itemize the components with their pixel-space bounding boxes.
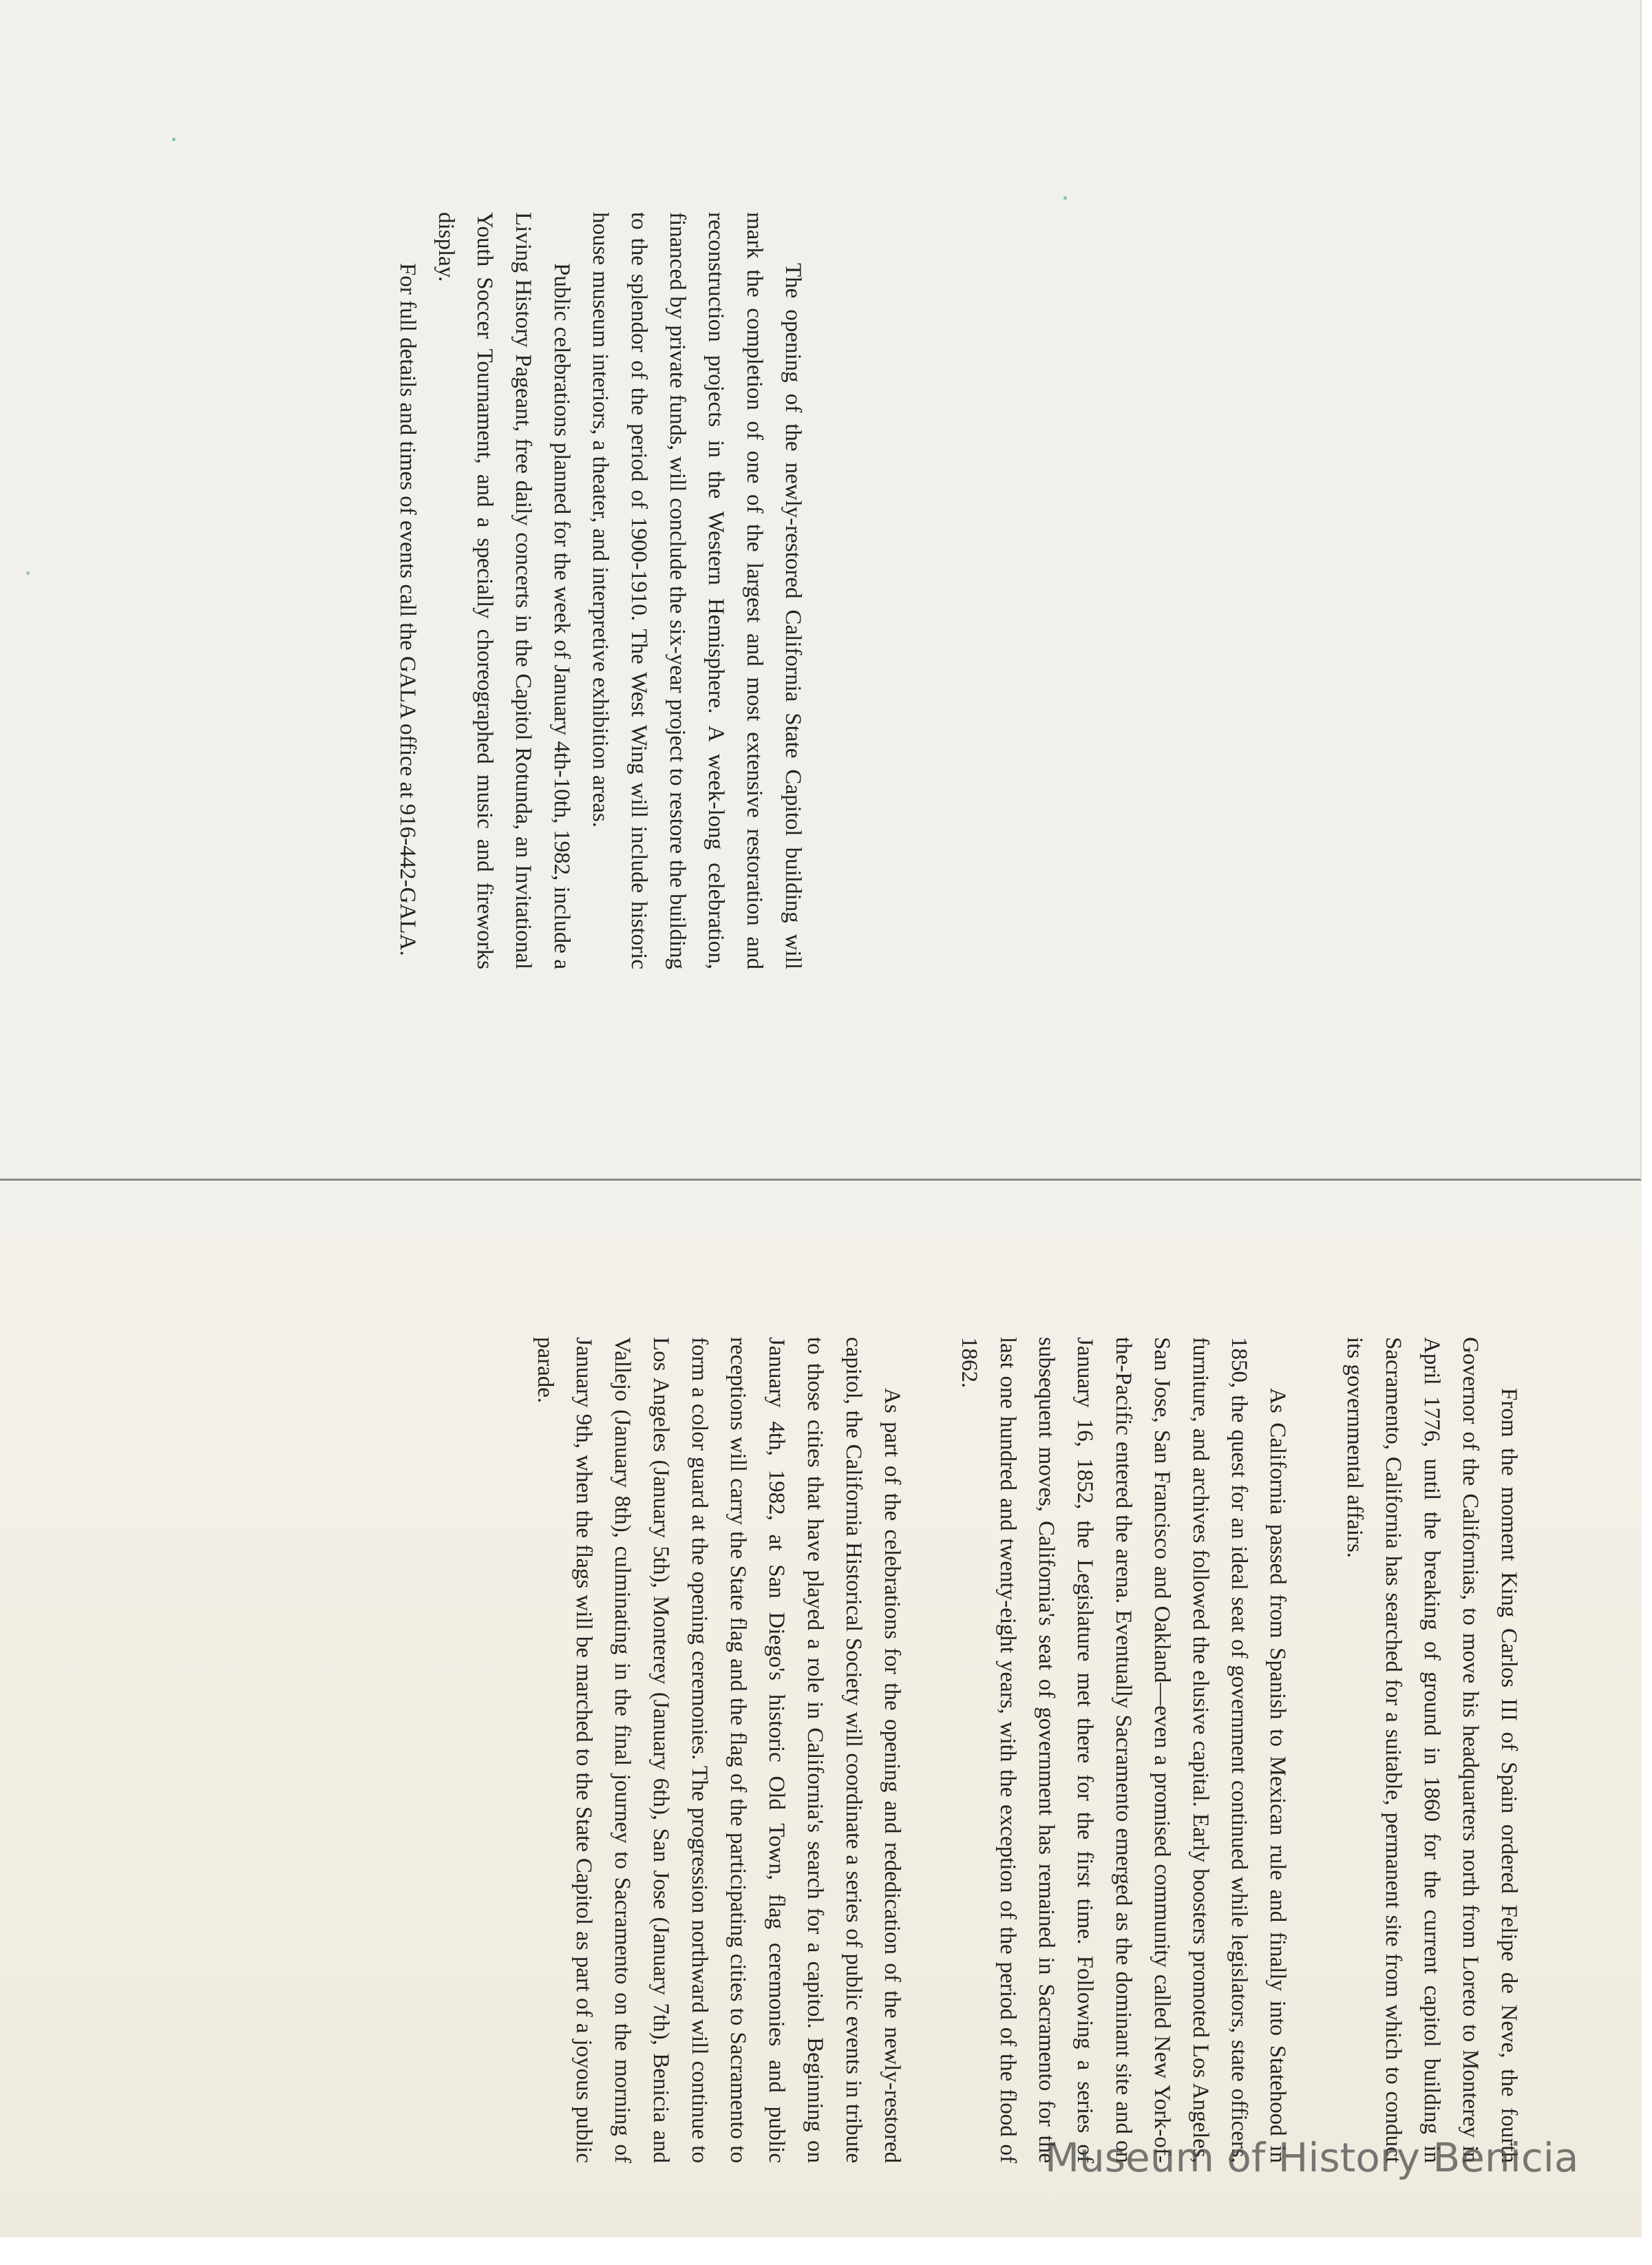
paper-speck — [172, 138, 176, 141]
paper-speck — [26, 571, 30, 575]
paragraph: The opening of the newly-restored California State Capitol building will mark the completion of one of the largest and most extensive restoration and reconstruction projects in the Western Hemisphere. A week-long celebration, financed by private funds, will conclude the six-year project to restore the building to the splendor of the period of 1900-1910. The West Wing will include historic house museum interiors, a theater, and interpretive exhibition areas. — [588, 212, 805, 969]
paragraph: As California passed from Spanish to Mexican rule and finally into Statehood in 1850, the quest for an ideal seat of government continued while legislators, state officers, furniture, and archives followed the elusive capital. Early boosters promoted Los Angeles, San Jose, San Francisco and Oakland—even a promised community called New York-of-the-Pacific entered the arena. Eventually Sacramento emerged as the dominant site and on January 16, 1852, the Legislature met there for the first time. Following a series of subsequent moves, California's seat of government has remained in Sacramento for the last one hundred and twenty-eight years, with the exception of the period of the flood of 1862. — [957, 1337, 1290, 2163]
top-text-column — [388, 212, 812, 969]
paper-speck — [1063, 196, 1067, 200]
bottom-text-column — [526, 1337, 1528, 2163]
paragraph: For full details and times of events call the GALA office at 916-442-GALA. — [395, 263, 420, 956]
paragraph: From the moment King Carlos III of Spain ordered Felipe de Neve, the fourth Governor of the Californias, to move his headquarters north from Loreto to Monterey in April 1776, until the breaking of ground in 1860 for the current capitol building in Sacramento, California has searched for a suitable, permanent site from which to conduct its governmental affairs. — [1342, 1337, 1521, 2163]
watermark: Museum of History Benicia — [1045, 2134, 1579, 2181]
scan-edge — [0, 2237, 1642, 2251]
paragraph: Public celebrations planned for the week of January 4th-10th, 1982, include a Living History Pageant, free daily concerts in the Capitol Rotunda, an Invitational Youth Soccer Tournament, and a specially choreographed music and fireworks display. — [434, 212, 574, 969]
paragraph: As part of the celebrations for the opening and rededication of the newly-restored capitol, the California Historical Society will coordinate a series of public events in tribute to those cities that have played a role in California's search for a capitol. Beginning on January 4th, 1982, at San Diego's historic Old Town, flag ceremonies and public receptions will carry the State flag and the flag of the participating cities to Sacramento to form a color guard at the opening ceremonies. The progression northward will continue to Los Angeles (January 5th), Monterey (January 6th), San Jose (January 7th), Benicia and Vallejo (January 8th), culminating in the final journey to Sacramento on the morning of January 9th, when the flags will be marched to the State Capitol as part of a joyous public parade. — [533, 1337, 904, 2163]
